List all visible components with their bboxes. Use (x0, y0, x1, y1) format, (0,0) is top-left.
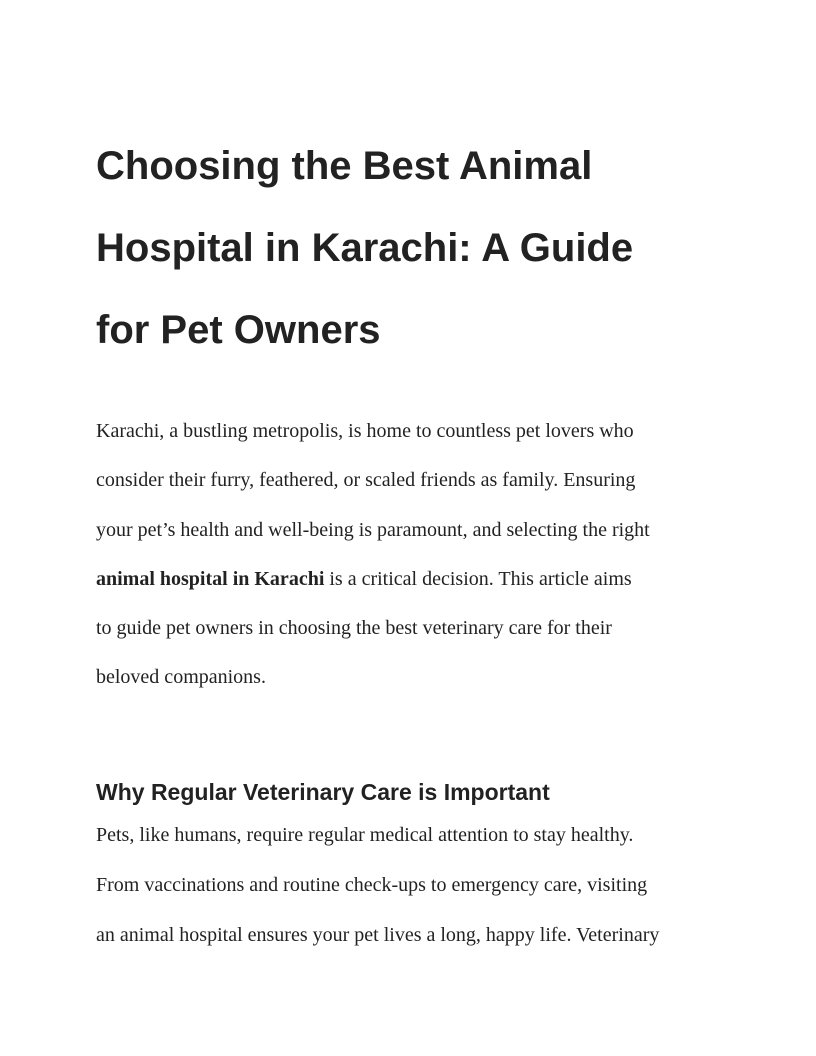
section-line: an animal hospital ensures your pet lives a long, happy life. Veterinary (96, 924, 660, 946)
section-line: From vaccinations and routine check-ups to emergency care, visiting (96, 874, 648, 896)
section-paragraph (96, 810, 736, 960)
article-title (96, 125, 736, 371)
intro-line: your pet’s health and well-being is paramount, and selecting the right (96, 518, 650, 541)
intro-line: to guide pet owners in choosing the best veterinary care for their (96, 617, 612, 640)
title-line: Hospital in Karachi: A Guide (96, 226, 634, 270)
intro-line-rest: is a critical decision. This article aims (324, 567, 632, 590)
section-heading: Why Regular Veterinary Care is Important (96, 779, 550, 805)
intro-line: beloved companions. (96, 666, 266, 689)
keyword-bold: animal hospital in Karachi (96, 567, 325, 590)
intro-line-with-keyword (96, 555, 736, 604)
title-line: Choosing the Best Animal (96, 144, 593, 188)
section-line: Pets, like humans, require regular medical attention to stay healthy. (96, 824, 634, 846)
intro-line: Karachi, a bustling metropolis, is home to countless pet lovers who (96, 420, 634, 442)
intro-paragraph (96, 407, 736, 703)
title-line: for Pet Owners (96, 308, 381, 352)
intro-line: consider their furry, feathered, or scaled friends as family. Ensuring (96, 469, 636, 492)
